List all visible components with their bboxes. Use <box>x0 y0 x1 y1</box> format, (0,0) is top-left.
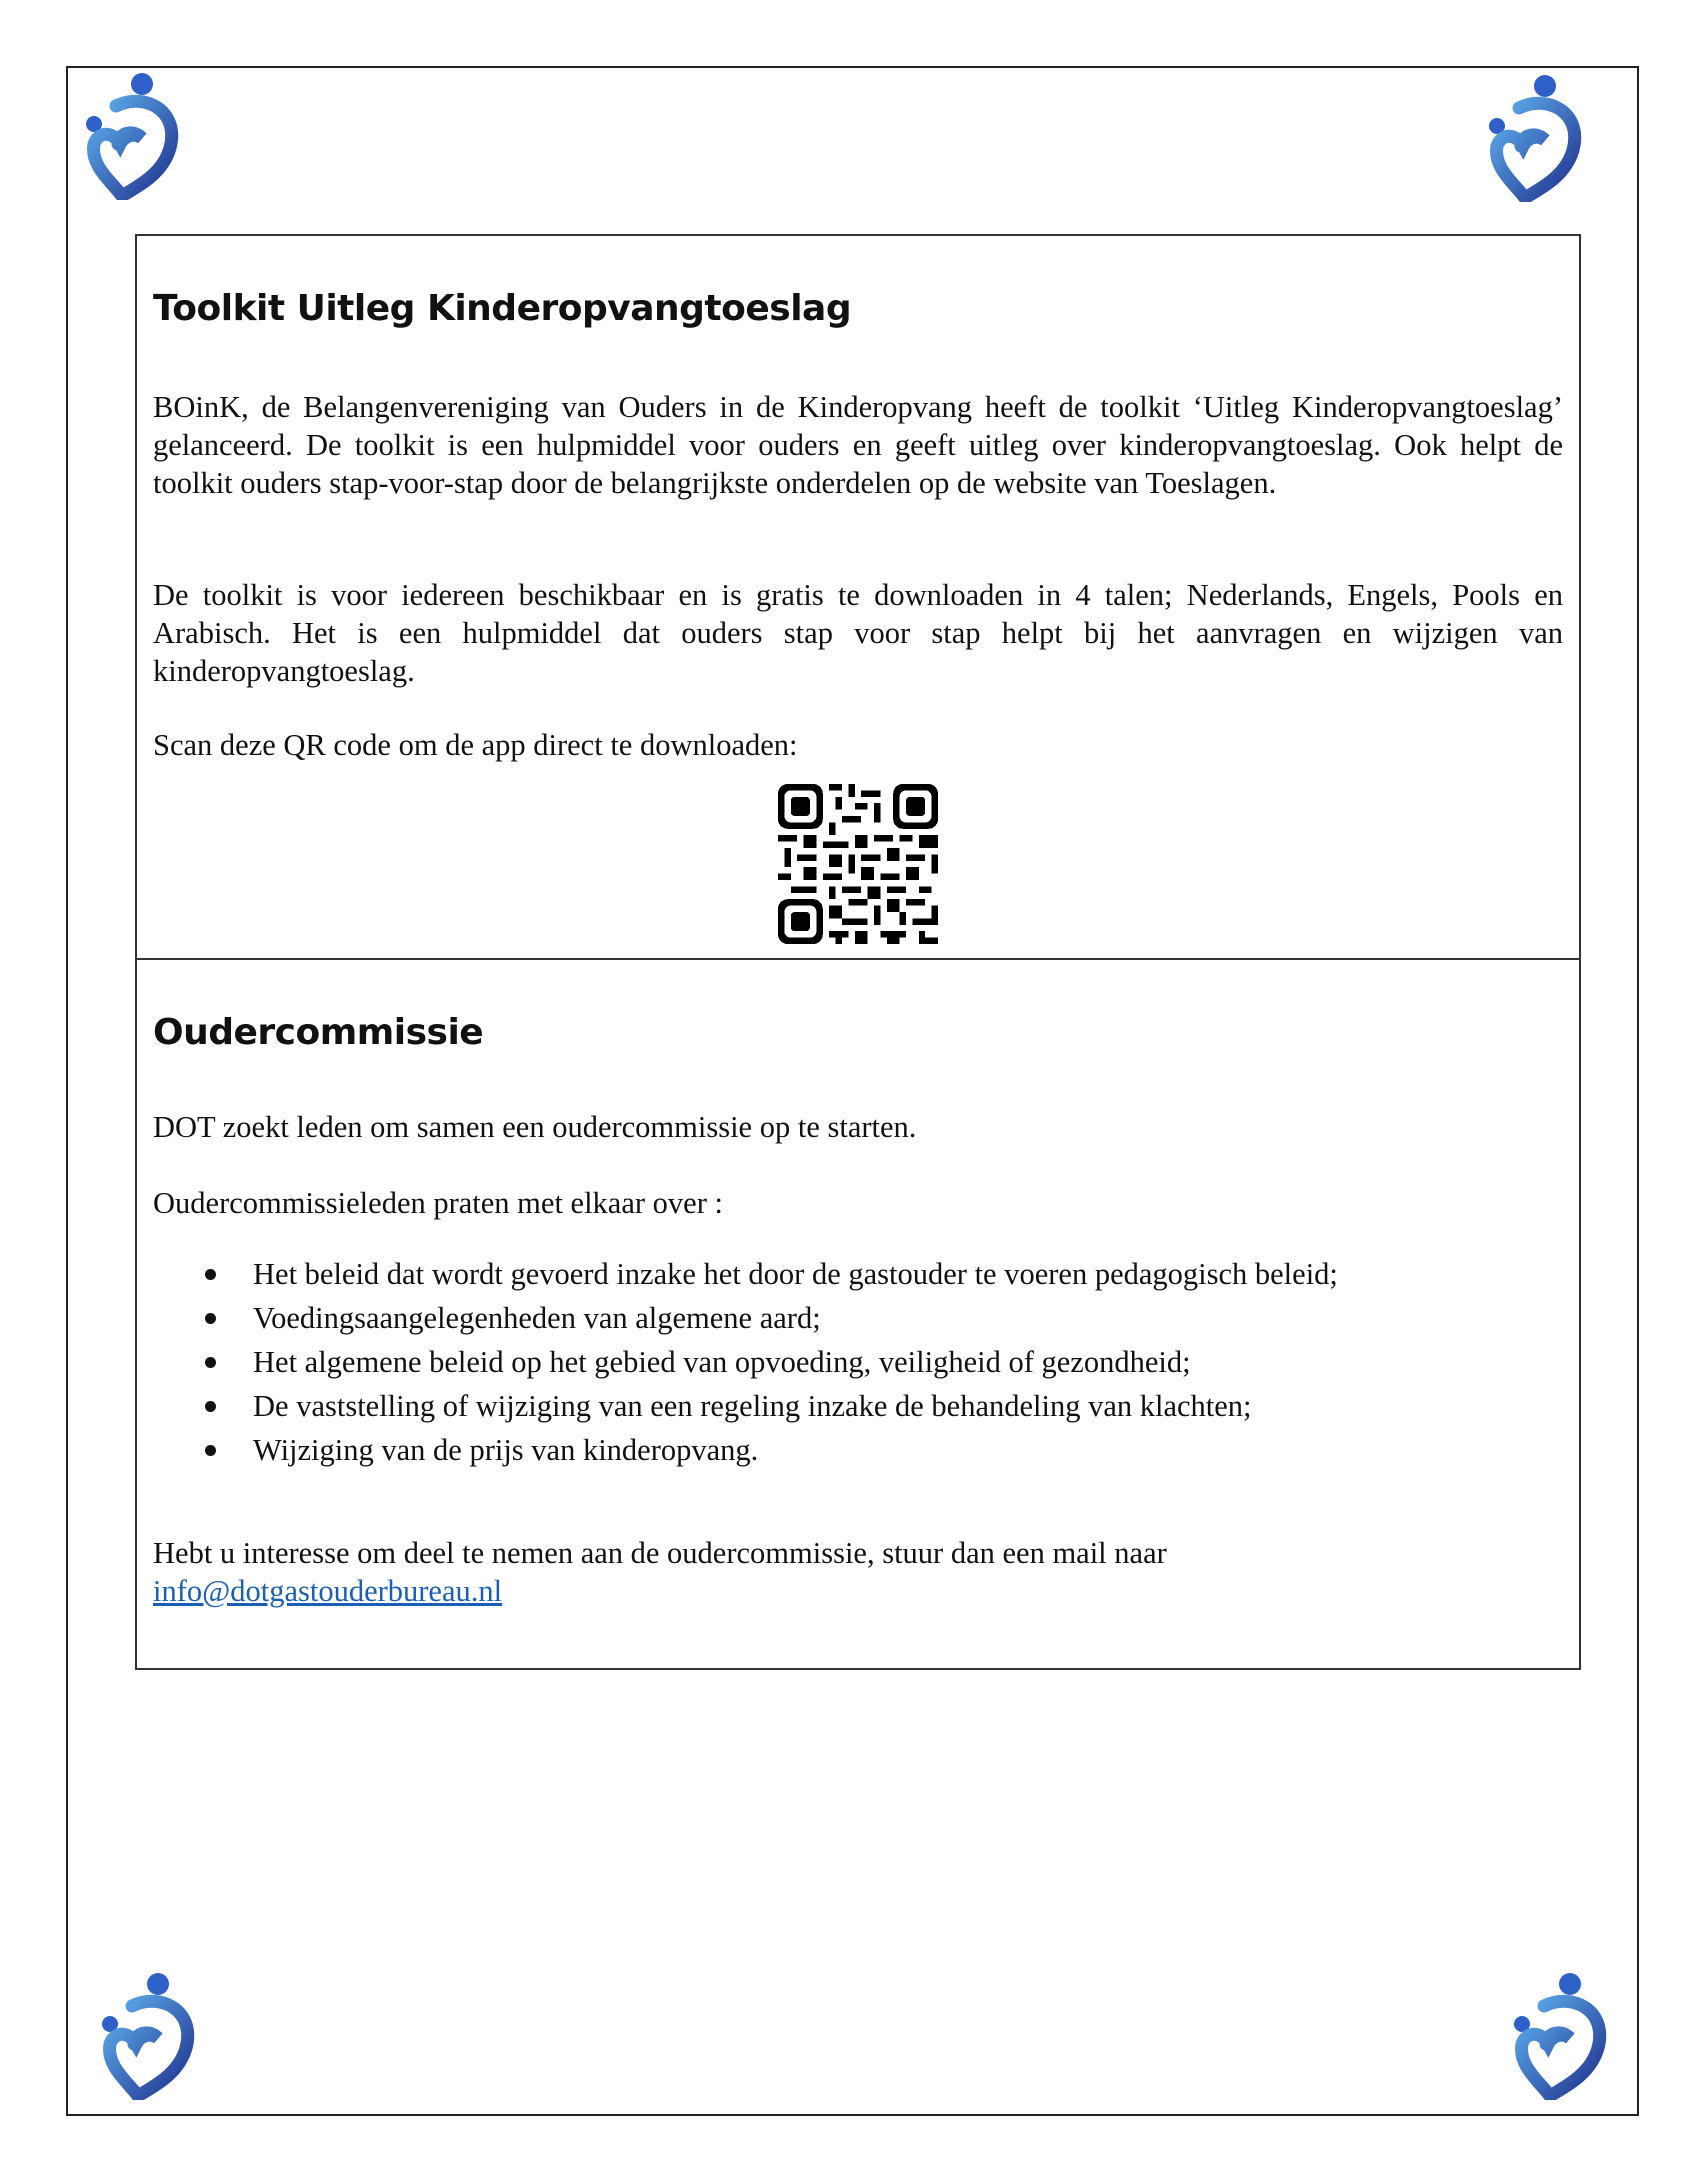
oudercommissie-heading: Oudercommissie <box>153 1012 484 1053</box>
toolkit-heading: Toolkit Uitleg Kinderopvangtoeslag <box>153 288 852 329</box>
bullet-icon <box>205 1313 216 1324</box>
list-item <box>153 1252 1563 1296</box>
qr-code-icon[interactable] <box>778 784 938 944</box>
qr-prompt: Scan deze QR code om de app direct te downloaden: <box>153 728 798 762</box>
topic-text: Voedingsaangelegenheden van algemene aard; <box>253 1301 821 1335</box>
oudercommissie-intro: DOT zoekt leden om samen een oudercommissie op te starten. <box>153 1110 917 1144</box>
toolkit-paragraph-2: De toolkit is voor iedereen beschikbaar en is gratis te downloaden in 4 talen; Nederlands, Engels, Pools en Arabisch. Het is een hulpmiddel dat ouders stap voor stap helpt bij het aanvragen en wijzigen van kinderopvangtoeslag. <box>153 578 1563 688</box>
toolkit-section <box>137 236 1579 960</box>
topics-list <box>153 1252 1563 1472</box>
heart-people-logo-icon <box>72 70 192 200</box>
bullet-icon <box>205 1401 216 1412</box>
toolkit-paragraph-1: BOinK, de Belangenvereniging van Ouders in de Kinderopvang heeft de toolkit ‘Uitleg Kinderopvangtoeslag’ gelanceerd. De toolkit is een hulpmiddel voor ouders en geeft uitleg over kinderopvangtoeslag. Ook helpt de toolkit ouders stap-voor-stap door de belangrijkste onderdelen op de website van Toeslagen. <box>153 390 1563 500</box>
oudercommissie-list-intro: Oudercommissieleden praten met elkaar over : <box>153 1186 723 1220</box>
topic-text: Het algemene beleid op het gebied van opvoeding, veiligheid of gezondheid; <box>253 1345 1191 1379</box>
topic-text: Wijziging van de prijs van kinderopvang. <box>253 1433 759 1467</box>
closing-text: Hebt u interesse om deel te nemen aan de oudercommissie, stuur dan een mail naar <box>153 1536 1167 1570</box>
bullet-icon <box>205 1357 216 1368</box>
heart-people-logo-icon <box>1500 1970 1620 2100</box>
topic-text: Het beleid dat wordt gevoerd inzake het door de gastouder te voeren pedagogisch beleid; <box>253 1257 1338 1291</box>
oudercommissie-closing <box>153 1534 1563 1610</box>
list-item <box>153 1340 1563 1384</box>
heart-people-logo-icon <box>88 1970 208 2100</box>
bullet-icon <box>205 1269 216 1280</box>
content-box <box>135 234 1581 1670</box>
list-item <box>153 1296 1563 1340</box>
list-item <box>153 1384 1563 1428</box>
heart-people-logo-icon <box>1475 72 1595 202</box>
bullet-icon <box>205 1445 216 1456</box>
topic-text: De vaststelling of wijziging van een regeling inzake de behandeling van klachten; <box>253 1389 1252 1423</box>
oudercommissie-section <box>137 960 1579 1668</box>
list-item <box>153 1428 1563 1472</box>
email-link[interactable]: info@dotgastouderbureau.nl <box>153 1574 503 1608</box>
